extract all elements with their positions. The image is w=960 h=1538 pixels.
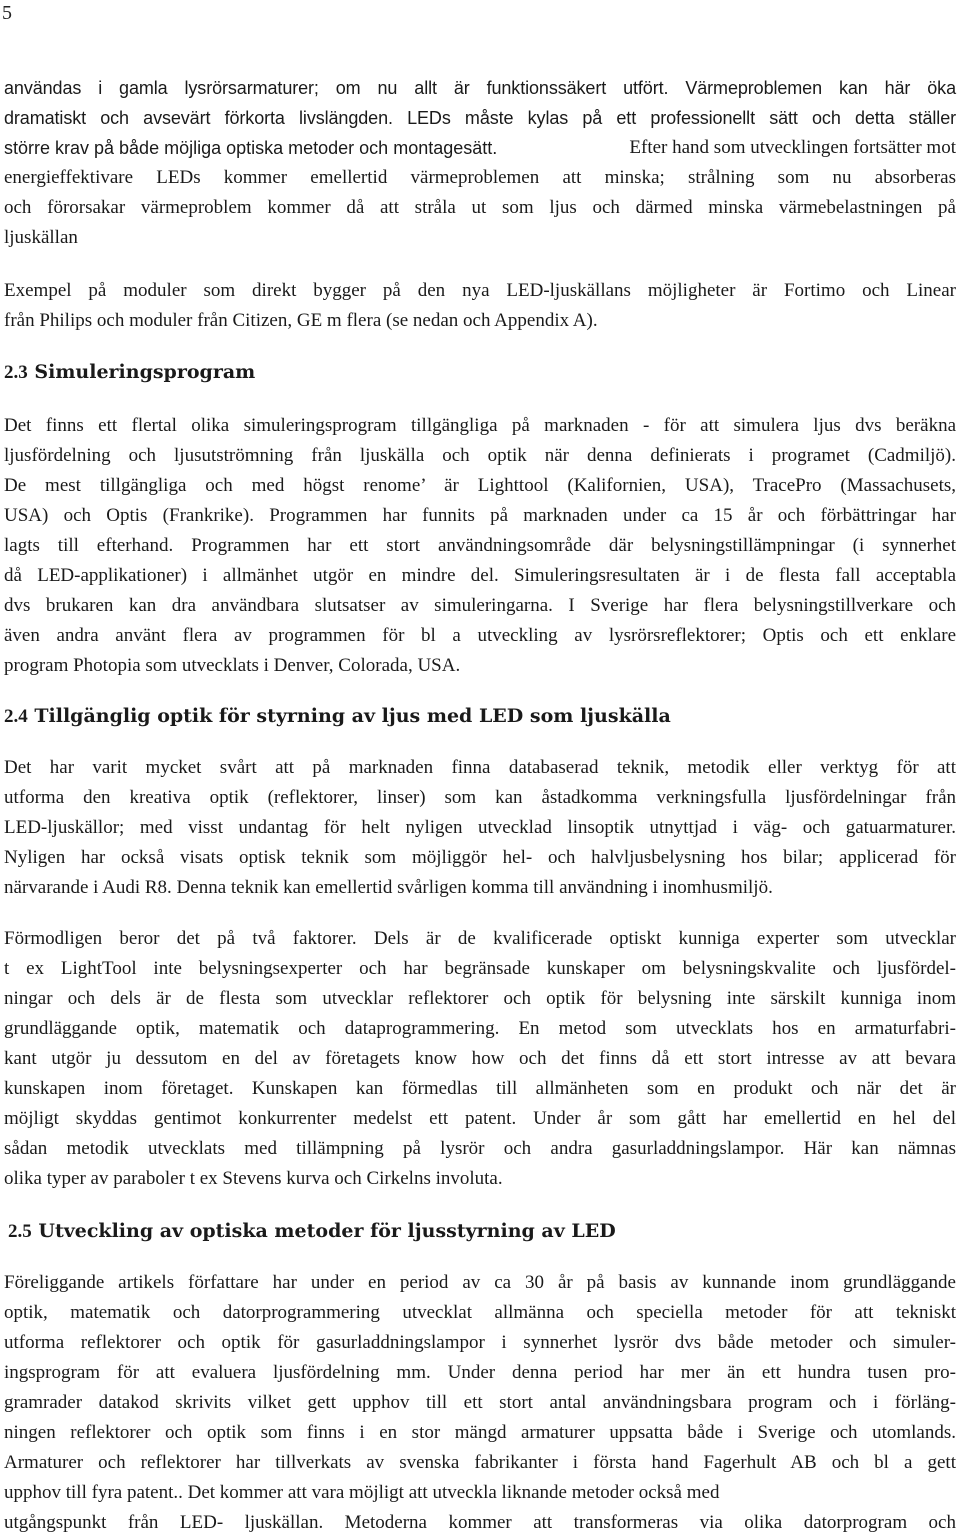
text-line: upphov till fyra patent.. Det kommer att vara möjligt att utveckla liknande metoder också med [4,1482,720,1503]
section-number: 2.4 [4,706,28,727]
text-line: även andra använt flera av programmen för bl a utveckling av lysrörsreflektorer; Optis och ett enklare [4,625,956,646]
section-heading-2-3 [4,357,255,388]
section-number: 2.3 [4,362,28,383]
paragraph-led-cooling [4,73,956,253]
text-line: närvarande i Audi R8. Denna teknik kan emellertid svårligen komma till användning i inomhusmiljö. [4,877,773,898]
text-line: Exempel på moduler som direkt bygger på den nya LED-ljuskällans möjligheter är Fortimo och Linear [4,280,956,301]
text-line: t ex LightTool inte belysningsexperter och har begränsade kunskaper om belysningskvalite och ljusfördel- [4,958,956,979]
text-line: utforma den kreativa optik (reflektorer, linser) som kan åstadkomma verkningsfulla ljusfördelningar från [4,787,956,808]
text-line: Förmodligen beror det på två faktorer. Dels är de kvalificerade optiskt kunniga experter som utvecklar [4,928,956,949]
paragraph-simulation [4,411,956,681]
paragraph-method-development [4,1268,956,1538]
section-title: Simuleringsprogram [34,361,256,383]
text-line: utgångspunkt från LED- ljuskällan. Metoderna kommer att transformeras via olika datorprogram och [4,1512,956,1533]
text-line: lagts till efterhand. Programmen har ett stort användningsområde där belysningstillämpningar (i synnerhet [4,535,956,556]
text-line: LED-ljuskällor; med visst undantag för helt nyligen utvecklad linsoptik utnyttjad i väg- och gatuarmaturer. [4,817,956,838]
text-line: då LED-applikationer) i allmänhet utgör en mindre del. Simuleringsresultaten är i de flesta fall acceptabla [4,565,956,586]
text-fragment: större krav på både möjliga optiska metoder och montagesätt. [4,138,498,158]
text-line: optik, matematik och datorprogrammering utvecklat allmänna och speciella metoder för att tekniskt [4,1302,956,1323]
text-line: Armaturer och reflektorer har tillverkats av svenska fabrikanter i första hand Fagerhult AB och bl a gett [4,1452,956,1473]
section-title: Utveckling av optiska metoder för ljusstyrning av LED [38,1220,616,1242]
text-line: och förorsakar värmeproblem kommer då att stråla ut som ljus och därmed minska värmebelastningen på [4,197,956,218]
text-line: dvs brukaren kan dra användbara slutsatser av simuleringarna. I Sverige har flera belysningstillverkare och [4,595,956,616]
text-line: ljusfördelning och ljusutströmning från ljuskälla och optik när denna definierats i programet (Cadmiljö). [4,445,956,466]
text-line: kant utgör ju dessutom en del av företagets know how och det finns då ett stort intresse av att bevara [4,1048,956,1069]
section-heading-2-5 [8,1216,616,1247]
text-line: energieffektivare LEDs kommer emellertid värmeproblemen att minska; strålning som nu absorberas [4,167,956,188]
text-line: Föreliggande artikels författare har under en period av ca 30 år på basis av kunnande inom grundläggande [4,1272,956,1293]
text-line: ningen reflektorer och optik som finns i en stor mängd armaturer uppsatta både i Sverige och utomlands. [4,1422,956,1443]
text-line: utforma reflektorer och optik för gasurladdningslampor i synnerhet lysrör dvs både metoder och simuler- [4,1332,956,1353]
section-title: Tillgänglig optik för styrning av ljus med LED som ljuskälla [34,705,671,727]
text-line: grundläggande optik, matematik och dataprogrammering. En metod som utvecklats hos en armaturfabri- [4,1018,956,1039]
text-line [4,133,956,163]
text-line: ingsprogram för att evaluera ljusfördelning mm. Under denna period har mer än ett hundra tusen pro- [4,1362,956,1383]
text-line: användas i gamla lysrörsarmaturer; om nu allt är funktionssäkert utfört. Värmeproblemen kan här öka [4,78,956,98]
text-line: USA) och Optis (Frankrike). Programmen har funnits på marknaden under ca 15 år och förbättringar har [4,505,956,526]
paragraph-available-optics [4,753,956,903]
paragraph-two-factors [4,924,956,1194]
paragraph-modules [4,276,956,336]
text-line: möjligt skyddas gentimot konkurrenter medelst ett patent. Under år som gått har emellertid en hel del [4,1108,956,1129]
text-line: Nyligen har också visats optisk teknik som möjliggör hel- och halvljusbelysning hos bilar; applicerad för [4,847,956,868]
text-line: från Philips och moduler från Citizen, GE m flera (se nedan och Appendix A). [4,310,598,331]
text-line: sådan metodik utvecklats med tillämpning på lysrör och andra gasurladdningslampor. Här kan nämnas [4,1138,956,1159]
text-line: ljuskällan [4,227,78,248]
text-line: dramatiskt och avsevärt förkorta livslängden. LEDs måste kylas på ett professionellt sätt och detta ställer [4,108,956,128]
page-number: 5 [2,2,12,24]
text-line: Det har varit mycket svårt att på marknaden finna databaserad teknik, metodik eller verktyg för att [4,757,956,778]
text-fragment: Efter hand som utvecklingen fortsätter mot [629,137,956,158]
text-line: gramrader datakod skrivits vilket gett upphov till ett stort antal användningsbara program och i förläng- [4,1392,956,1413]
text-line: De mest tillgängliga och med högst renome’ är Lighttool (Kalifornien, USA), TracePro (Massachusets, [4,475,956,496]
section-heading-2-4 [4,701,671,732]
text-line: kunskapen inom företaget. Kunskapen kan förmedlas till allmänheten som en produkt och när det är [4,1078,956,1099]
section-number: 2.5 [8,1221,32,1242]
text-line: program Photopia som utvecklats i Denver, Colorada, USA. [4,655,461,676]
text-line: olika typer av paraboler t ex Stevens kurva och Cirkelns involuta. [4,1168,503,1189]
text-line: Det finns ett flertal olika simuleringsprogram tillgängliga på marknaden - för att simulera ljus dvs beräkna [4,415,956,436]
text-line: ningar och dels är de flesta som utvecklar reflektorer och optik för belysning inte särskilt kunniga inom [4,988,956,1009]
